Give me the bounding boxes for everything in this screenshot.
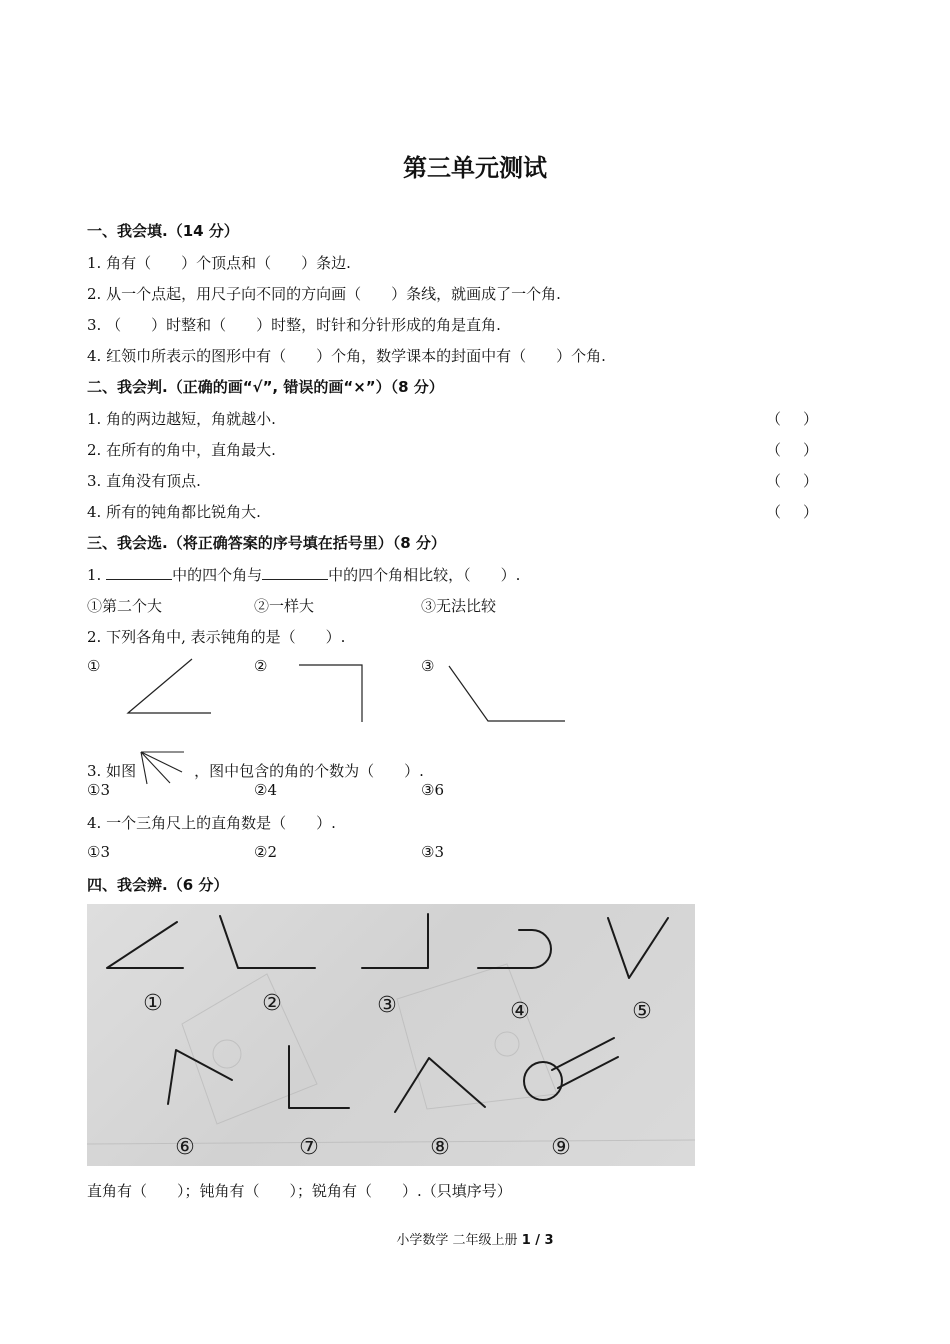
figure-2-obtuse xyxy=(220,916,315,968)
figure-label-6: ⑥ xyxy=(175,1135,195,1160)
judge-answer-2: （ ） xyxy=(766,441,818,459)
q1-option-1: ①第二个大 xyxy=(87,597,163,615)
page-number: 1 / 3 xyxy=(521,1233,554,1248)
choice-question-2: 2. 下列各角中, 表示钝角的是（ ）. xyxy=(87,628,346,646)
q2-label-1: ① xyxy=(87,657,101,675)
judge-question-4: 4. 所有的钝角都比锐角大. xyxy=(87,503,261,521)
section3-heading: 三、我会选.（将正确答案的序号填在括号里）（8 分） xyxy=(87,534,446,552)
q2-label-2: ② xyxy=(254,657,268,675)
figure-1-acute xyxy=(107,922,183,968)
figure-label-5: ⑤ xyxy=(632,999,652,1024)
q4-option-2: ②2 xyxy=(254,843,277,861)
q3-option-2: ②4 xyxy=(254,781,277,799)
photo-figures xyxy=(87,904,695,1166)
angle-identification-photo xyxy=(87,904,695,1166)
q4-option-3: ③3 xyxy=(421,843,444,861)
figure-label-8: ⑧ xyxy=(430,1135,450,1160)
figure-label-1: ① xyxy=(143,991,163,1016)
section1-heading: 一、我会填.（14 分） xyxy=(87,222,239,240)
fill-question-4: 4. 红领巾所表示的图形中有（ ）个角，数学课本的封面中有（ ）个角. xyxy=(87,347,606,365)
fill-question-2: 2. 从一个点起，用尺子向不同的方向画（ ）条线，就画成了一个角. xyxy=(87,285,561,303)
figure-label-9: ⑨ xyxy=(551,1135,571,1160)
fill-question-1: 1. 角有（ ）个顶点和（ ）条边. xyxy=(87,254,351,272)
q2-label-3: ③ xyxy=(421,657,435,675)
rays-figure xyxy=(138,750,188,786)
choice-question-3: 3. 如图 ，图中包含的角的个数为（ ）. xyxy=(87,750,424,786)
figure-label-4: ④ xyxy=(510,999,530,1024)
q3-option-3: ③6 xyxy=(421,781,444,799)
choice-question-1: 1. 中的四个角与 中的四个角相比较，（ ）. xyxy=(87,566,521,584)
judge-question-2: 2. 在所有的角中，直角最大. xyxy=(87,441,276,459)
judge-question-1: 1. 角的两边越短，角就越小. xyxy=(87,410,276,428)
q3-option-1: ①3 xyxy=(87,781,110,799)
section4-heading: 四、我会辨.（6 分） xyxy=(87,876,229,894)
judge-answer-4: （ ） xyxy=(766,503,818,521)
acute-angle-figure xyxy=(128,659,211,713)
judge-answer-3: （ ） xyxy=(766,472,818,490)
figure-6-acute xyxy=(168,1050,232,1104)
right-angle-figure xyxy=(299,665,362,722)
fill-question-3: 3. （ ）时整和（ ）时整，时针和分针形成的角是直角. xyxy=(87,316,501,334)
q1-option-2: ②一样大 xyxy=(254,597,315,615)
figure-3-right xyxy=(362,914,428,968)
choice-question-4: 4. 一个三角尺上的直角数是（ ）. xyxy=(87,814,336,832)
obtuse-angle-figure xyxy=(449,666,565,721)
q1-option-3: ③无法比较 xyxy=(421,597,497,615)
figure-5-acute xyxy=(608,918,668,978)
page-footer: 小学数学 二年级上册 1 / 3 xyxy=(396,1233,554,1248)
judge-answer-1: （ ） xyxy=(766,410,818,428)
figure-9-circle xyxy=(524,1062,562,1100)
figure-label-3: ③ xyxy=(377,993,397,1018)
figure-4-curve xyxy=(478,930,551,968)
section2-heading: 二、我会判.（正确的画“√”, 错误的画“×”）（8 分） xyxy=(87,378,444,396)
judge-question-3: 3. 直角没有顶点. xyxy=(87,472,201,490)
figure-9-line-a xyxy=(552,1038,614,1070)
figure-label-7: ⑦ xyxy=(299,1135,319,1160)
figure-7-right xyxy=(289,1046,349,1108)
figure-label-2: ② xyxy=(262,991,282,1016)
q4-option-1: ①3 xyxy=(87,843,110,861)
identify-answer-line: 直角有（ ）；钝角有（ ）；锐角有（ ）.（只填序号） xyxy=(87,1182,512,1200)
page-title: 第三单元测试 xyxy=(403,154,547,182)
